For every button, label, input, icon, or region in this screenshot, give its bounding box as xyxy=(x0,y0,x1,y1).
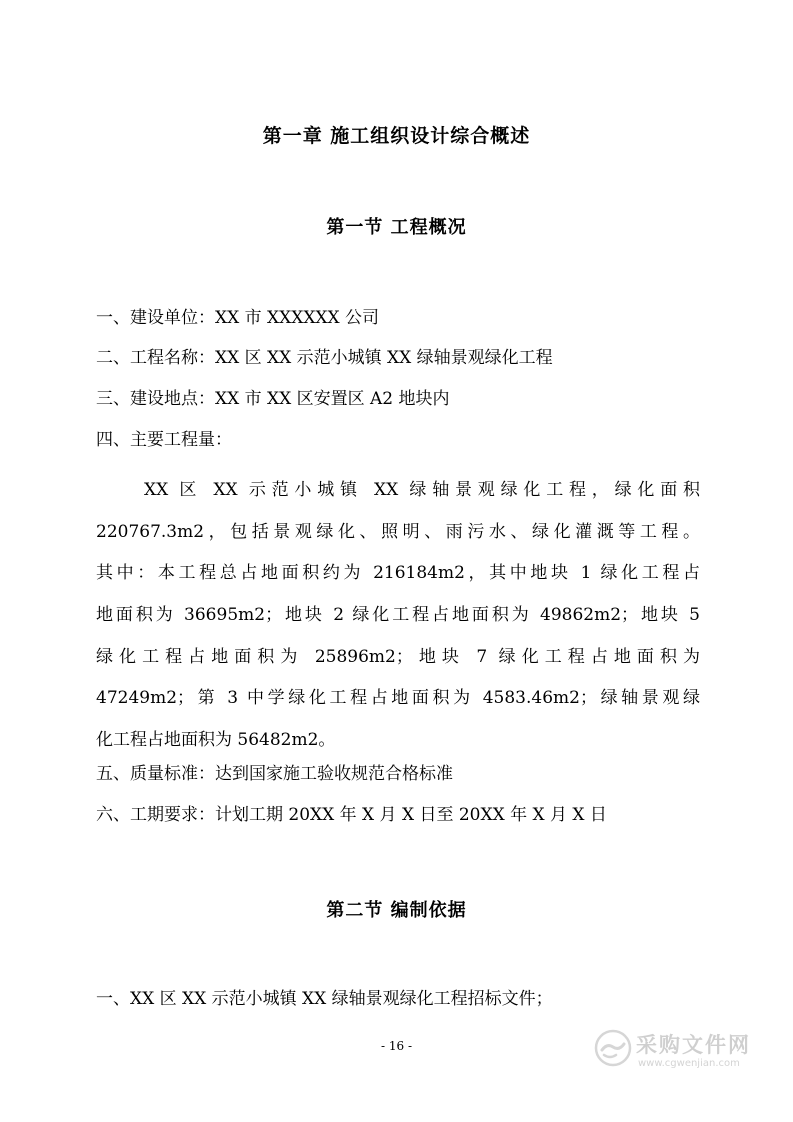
item-quality-standard: 五、质量标准：达到国家施工验收规范合格标准 xyxy=(96,764,453,784)
paragraph-line: XX 区 XX 示范小城镇 XX 绿轴景观绿化工程，绿化面积 xyxy=(144,480,700,500)
paragraph-line: 化工程占地面积为 56482m2。 xyxy=(96,730,336,751)
paragraph-line: 绿化工程占地面积为 25896m2；地块 7 绿化工程占地面积为 xyxy=(96,646,700,667)
chapter-title: 第一章 施工组织设计综合概述 xyxy=(262,125,531,147)
item-main-quantities: 四、主要工程量： xyxy=(96,430,232,450)
quantities-paragraph xyxy=(96,470,700,762)
paragraph-line: 地面积为 36695m2；地块 2 绿化工程占地面积为 49862m2；地块 5 xyxy=(96,605,700,626)
watermark xyxy=(592,1025,782,1075)
section-2-title: 第二节 编制依据 xyxy=(326,900,467,921)
item-tender-document: 一、XX 区 XX 示范小城镇 XX 绿轴景观绿化工程招标文件； xyxy=(96,989,553,1009)
item-construction-site: 三、建设地点：XX 市 XX 区安置区 A2 地块内 xyxy=(96,389,450,409)
watermark-url: www.cgwenjian.com xyxy=(638,1058,740,1069)
item-schedule: 六、工期要求：计划工期 20XX 年 X 月 X 日至 20XX 年 X 月 X 日 xyxy=(96,805,607,825)
paragraph-line: 220767.3m2，包括景观绿化、照明、雨污水、绿化灌溉等工程。 xyxy=(96,521,700,542)
section-1-title: 第一节 工程概况 xyxy=(326,217,467,238)
paragraph-line: 其中：本工程总占地面积约为 216184m2，其中地块 1 绿化工程占 xyxy=(96,563,700,584)
paragraph-line: 47249m2；第 3 中学绿化工程占地面积为 4583.46m2；绿轴景观绿 xyxy=(96,688,700,709)
handshake-logo-icon xyxy=(594,1029,632,1067)
item-construction-unit: 一、建设单位：XX 市 XXXXXX 公司 xyxy=(96,308,380,328)
item-project-name: 二、工程名称：XX 区 XX 示范小城镇 XX 绿轴景观绿化工程 xyxy=(96,348,553,368)
page-number: - 16 - xyxy=(380,1039,412,1053)
watermark-name: 采购文件网 xyxy=(636,1033,751,1057)
